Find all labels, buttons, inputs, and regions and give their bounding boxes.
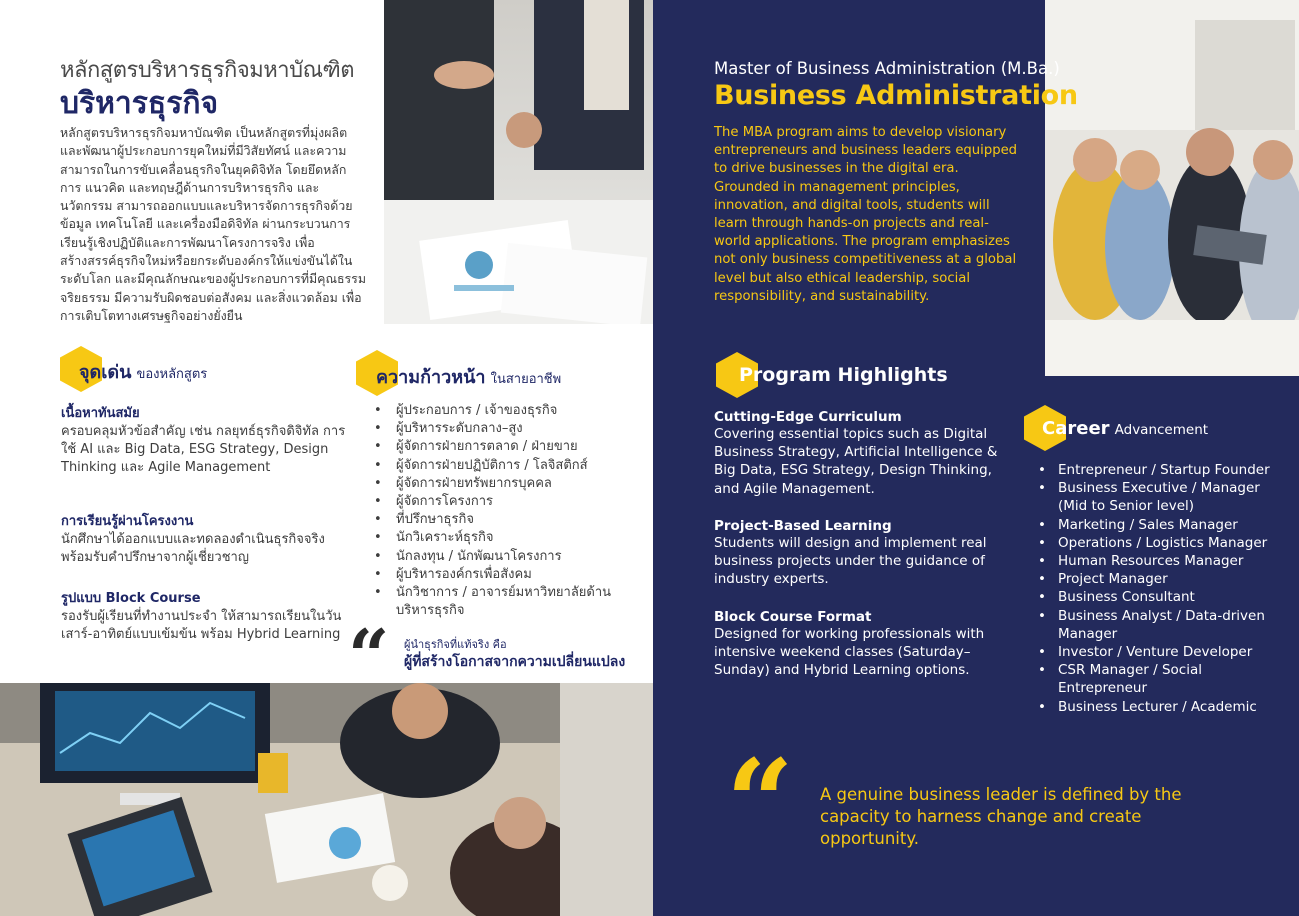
th-career-suffix: ในสายอาชีพ [490,372,562,387]
list-item: • ที่ปรึกษาธุรกิจ [364,511,644,529]
list-item: • ผู้จัดการฝ่ายการตลาด / ฝ่ายขาย [364,438,644,456]
en-highlight-heading: Project-Based Learning [714,518,892,534]
list-item: • ผู้บริหารองค์กรเพื่อสังคม [364,566,644,584]
list-item: • นักลงทุน / นักพัฒนาโครงการ [364,548,644,566]
list-item: • CSR Manager / Social Entrepreneur [1036,661,1286,697]
list-item: • Entrepreneur / Startup Founder [1036,461,1286,479]
th-career-heading [376,362,561,391]
th-title: บริหารธุรกิจ [60,86,219,121]
list-item: • ผู้จัดการฝ่ายทรัพยากรบุคคล [364,475,644,493]
th-highlight-text: นักศึกษาได้ออกแบบและทดลองดำเนินธุรกิจจริง พร้อมรับคำปรึกษาจากผู้เชี่ยวชาญ [61,532,325,566]
handshake-photo [384,0,653,324]
en-highlight-item [714,609,1014,680]
list-item: • Operations / Logistics Manager [1036,534,1286,552]
th-highlights-title: จุดเด่น [79,362,132,383]
th-quote-line1: ผู้นำธุรกิจที่แท้จริง คือ [404,638,507,651]
list-item: • ผู้จัดการโครงการ [364,493,644,511]
list-item: • Investor / Venture Developer [1036,643,1286,661]
en-career-title: Career [1042,418,1110,439]
th-quote-line2: ผู้ที่สร้างโอกาสจากความเปลี่ยนแปลง [404,654,626,670]
th-subtitle: หลักสูตรบริหารธุรกิจมหาบัณฑิต [60,58,355,83]
en-highlight-heading: Block Course Format [714,609,872,625]
list-item: • Business Executive / Manager (Mid to Senior level) [1036,479,1286,515]
team-meeting-photo [0,683,653,916]
en-title: Business Administration [714,80,1078,111]
list-item: • ผู้บริหารระดับกลาง–สูง [364,420,644,438]
list-item: • Project Manager [1036,570,1286,588]
list-item: • Business Consultant [1036,588,1286,606]
th-highlights-suffix: ของหลักสูตร [136,367,208,382]
list-item: • Human Resources Manager [1036,552,1286,570]
en-quote-mark-icon: “ [726,744,794,822]
list-item: • ผู้ประกอบการ / เจ้าของธุรกิจ [364,402,644,420]
th-highlight-text: ครอบคลุมหัวข้อสำคัญ เช่น กลยุทธ์ธุรกิจดิจิทัล การใช้ AI และ Big Data, ESG Strategy, Design Thinking และ Agile Management [61,424,346,476]
th-highlight-heading: เนื้อหาทันสมัย [61,406,140,421]
list-item: • Business Analyst / Data-driven Manager [1036,607,1286,643]
en-highlight-item [714,518,1014,609]
th-highlight-text: รองรับผู้เรียนที่ทำงานประจำ ให้สามารถเรียนในวันเสาร์-อาทิตย์แบบเข้มข้น พร้อม Hybrid Learning [61,609,342,643]
th-career-list [364,402,644,620]
en-highlight-text: Designed for working professionals with intensive weekend classes (Saturday–Sunday) and Hybrid Learning options. [714,626,985,679]
en-highlight-heading: Cutting-Edge Curriculum [714,409,902,425]
list-item: • Marketing / Sales Manager [1036,516,1286,534]
th-highlight-item [61,402,351,510]
list-item: • นักวิชาการ / อาจารย์มหาวิทยาลัยด้านบริหารธุรกิจ [364,584,644,620]
en-highlights-title: Program Highlights [739,364,948,386]
th-intro: หลักสูตรบริหารธุรกิจมหาบัณฑิต เป็นหลักสูตรที่มุ่งผลิตและพัฒนาผู้ประกอบการยุคใหม่ที่มีวิสัยทัศน์ และความสามารถในการขับเคลื่อนธุรกิจในยุคดิจิทัล โดยยึดหลักการ แนวคิด และทฤษฎีด้านการบริหารธุรกิจ และนวัตกรรม สามารถออกแบบและบริหารจัดการธุรกิจด้วยข้อมูล เทคโนโลยี และเครื่องมือดิจิทัล ผ่านกระบวนการเรียนรู้เชิงปฏิบัติและการพัฒนาโครงการจริง เพื่อสร้างสรรค์ธุรกิจใหม่หรือยกระดับองค์กรให้แข่งขันได้ในระดับโลก และมีคุณลักษณะของผู้ประกอบการที่มีคุณธรรม จริยธรรม มีความรับผิดชอบต่อสังคม และสิ่งแวดล้อม เพื่อการเติบโตทางเศรษฐกิจอย่างยั่งยืน [60,125,366,323]
en-highlight-item [714,409,1014,518]
th-quote-mark-icon: “ [348,620,390,670]
en-highlights-list [714,409,1014,680]
th-highlights-list [61,402,351,644]
list-item: • Business Lecturer / Academic [1036,698,1286,716]
th-highlight-heading: รูปแบบ Block Course [61,591,201,606]
en-career-list [1036,461,1286,716]
en-highlight-text: Students will design and implement real business projects under the guidance of industry experts. [714,535,987,588]
en-intro: The MBA program aims to develop visionary entrepreneurs and business leaders equipped to drive businesses in the digital era. Grounded in management principles, innovation, and digital tools, students will learn through hands-on projects and real-world applications. The program emphasizes not only business competitiveness at a global level but also ethical leadership, social responsibility, and sustainability. [714,125,1018,304]
en-quote-text: A genuine business leader is defined by the capacity to harness change and create opportunity. [820,785,1182,848]
th-career-title: ความก้าวหน้า [376,367,486,388]
en-career-heading [1042,418,1208,439]
en-highlight-text: Covering essential topics such as Digital Business Strategy, Artificial Intelligence & Big Data, ESG Strategy, Design Thinking, and Agile Management. [714,426,998,497]
celebrating-team-photo [1045,0,1299,376]
th-highlights-heading [79,357,207,386]
list-item: • ผู้จัดการฝ่ายปฏิบัติการ / โลจิสติกส์ [364,457,644,475]
th-highlight-item [61,510,351,587]
th-highlight-heading: การเรียนรู้ผ่านโครงงาน [61,514,194,529]
th-highlight-item [61,587,351,644]
list-item: • นักวิเคราะห์ธุรกิจ [364,529,644,547]
en-subtitle: Master of Business Administration (M.Ba.) [714,59,1060,78]
en-career-suffix: Advancement [1114,422,1209,438]
